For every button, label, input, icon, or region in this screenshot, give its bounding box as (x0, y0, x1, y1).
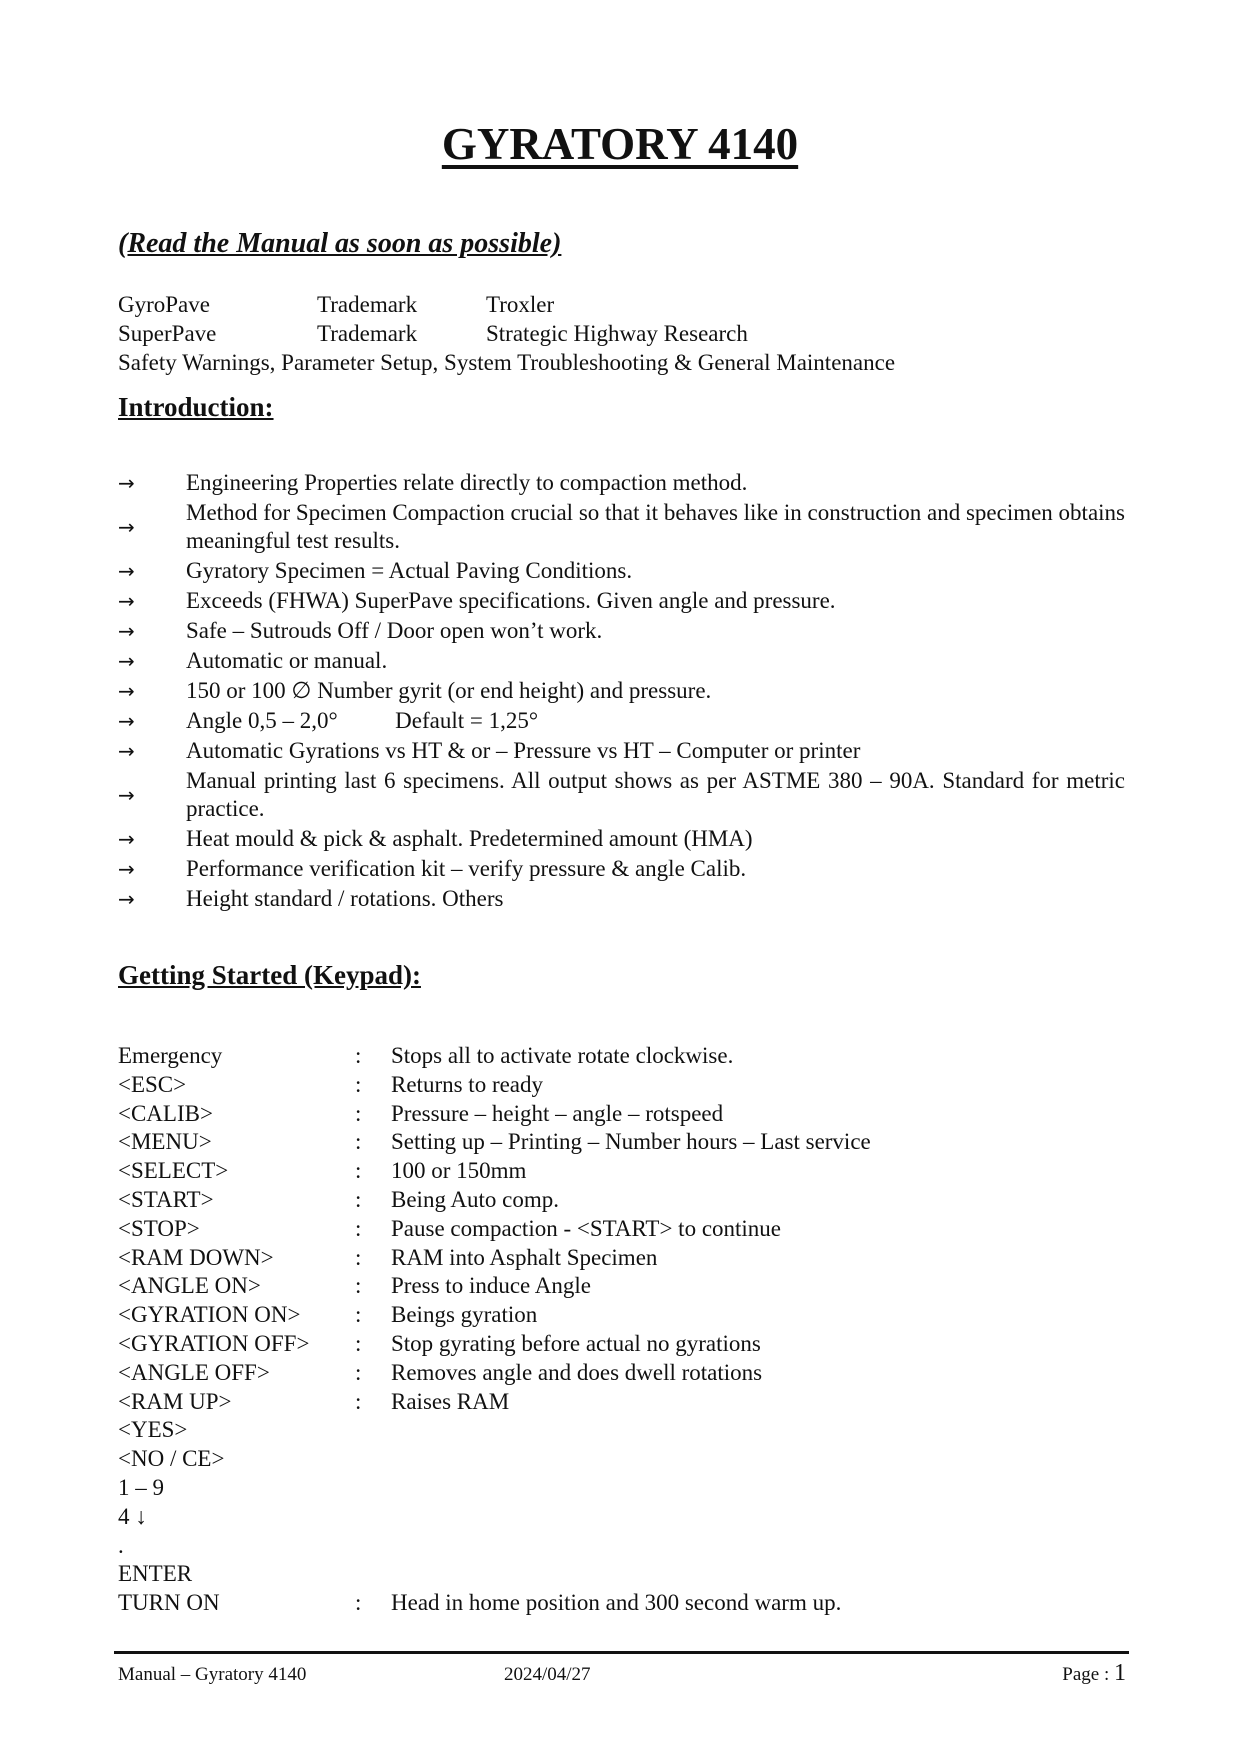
list-item (118, 557, 1125, 585)
key-name: <STOP> (118, 1215, 200, 1241)
arrow-right-icon: → (118, 619, 135, 643)
key-description (391, 1445, 1128, 1474)
table-row (118, 1589, 1128, 1618)
key-name: <MENU> (118, 1129, 212, 1155)
key-separator: : (355, 1186, 362, 1212)
key-description (391, 1503, 1128, 1532)
table-row (118, 1128, 1128, 1157)
key-separator: : (355, 1043, 362, 1068)
footer-page-number: 1 (1114, 1660, 1126, 1686)
list-item (118, 825, 1125, 853)
key-separator (355, 1560, 391, 1589)
key-separator (355, 1474, 391, 1503)
list-item (118, 885, 1125, 913)
table-row (118, 1157, 1128, 1186)
key-name: <GYRATION ON> (118, 1302, 301, 1328)
key-name: <YES> (118, 1417, 188, 1443)
document-title: GYRATORY 4140 (441, 119, 799, 169)
key-description: Pressure – height – angle – rotspeed (391, 1100, 724, 1126)
key-separator (355, 1532, 391, 1561)
arrow-right-icon: → (118, 709, 135, 733)
key-name: <RAM UP> (118, 1388, 232, 1414)
info-type: Trademark (317, 321, 418, 346)
table-row (118, 1186, 1128, 1215)
keypad-list (118, 1042, 1128, 1618)
list-item-text: Performance verification kit – verify pressure & angle Calib. (186, 856, 747, 881)
list-item (118, 469, 1125, 497)
list-item-text: Exceeds (FHWA) SuperPave specifications. Given angle and pressure. (186, 588, 836, 613)
key-name: 1 – 9 (118, 1474, 164, 1500)
table-row (118, 1474, 1128, 1503)
arrow-right-icon: → (118, 649, 135, 673)
footer-page (1062, 1660, 1126, 1687)
list-item (118, 767, 1125, 823)
key-name: 4 ↓ (118, 1503, 147, 1529)
list-item-text: Safe – Sutrouds Off / Door open won’t work. (186, 618, 603, 643)
list-item-text: 150 or 100 ∅ Number gyrit (or end height) and pressure. (186, 678, 712, 703)
key-description (391, 1560, 1128, 1589)
table-row (118, 1244, 1128, 1273)
table-row (118, 1272, 1128, 1301)
table-row (118, 1503, 1128, 1532)
key-separator: : (355, 1388, 362, 1414)
key-name: ENTER (118, 1561, 193, 1587)
info-row (118, 290, 1128, 319)
key-description: Press to induce Angle (391, 1273, 591, 1299)
table-row (118, 1359, 1128, 1388)
info-block (118, 290, 1128, 377)
table-row (118, 1301, 1128, 1330)
introduction-list (118, 469, 1125, 915)
document-subtitle: (Read the Manual as soon as possible) (118, 228, 562, 259)
key-description: RAM into Asphalt Specimen (391, 1244, 658, 1270)
footer-page-label: Page : (1062, 1664, 1114, 1685)
arrow-right-icon: → (118, 887, 135, 911)
key-description: 100 or 150mm (391, 1158, 527, 1184)
key-description: Beings gyration (391, 1302, 538, 1328)
key-name: <CALIB> (118, 1100, 213, 1126)
list-item-text: Method for Specimen Compaction crucial so that it behaves like in construction and specimen obtains meaningful test results. (186, 500, 1125, 553)
arrow-right-icon: → (118, 559, 135, 583)
info-topics: Safety Warnings, Parameter Setup, System Troubleshooting & General Maintenance (118, 350, 896, 375)
key-name: <START> (118, 1186, 214, 1212)
key-separator (355, 1445, 391, 1474)
info-type: Trademark (317, 292, 418, 317)
key-separator: : (355, 1273, 362, 1299)
key-description: Head in home position and 300 second warm up. (391, 1590, 842, 1616)
key-name: <ESC> (118, 1071, 187, 1097)
table-row (118, 1560, 1128, 1589)
list-item-text: Height standard / rotations. Others (186, 886, 504, 911)
key-separator: : (355, 1302, 362, 1328)
key-separator: : (355, 1158, 362, 1184)
key-separator: : (355, 1244, 362, 1270)
list-item (118, 647, 1125, 675)
key-separator: : (355, 1215, 362, 1241)
list-item (118, 617, 1125, 645)
key-description: Stops all to activate rotate clockwise. (391, 1043, 734, 1068)
key-name: <GYRATION OFF> (118, 1330, 310, 1356)
key-description: Pause compaction - <START> to continue (391, 1215, 782, 1241)
table-row (118, 1330, 1128, 1359)
key-description (391, 1532, 1128, 1561)
arrow-right-icon: → (118, 471, 135, 495)
key-separator (355, 1503, 391, 1532)
arrow-right-icon: → (118, 589, 135, 613)
key-description (391, 1474, 1128, 1503)
info-owner: Strategic Highway Research (486, 321, 748, 346)
table-row (118, 1071, 1128, 1100)
table-row (118, 1042, 1128, 1071)
table-row (118, 1445, 1128, 1474)
list-item (118, 499, 1125, 555)
key-name: <NO / CE> (118, 1446, 225, 1472)
key-name: . (118, 1532, 124, 1558)
list-item (118, 737, 1125, 765)
key-description (391, 1416, 1128, 1445)
key-name: <SELECT> (118, 1158, 229, 1184)
key-separator (355, 1416, 391, 1445)
key-description: Stop gyrating before actual no gyrations (391, 1330, 761, 1356)
list-item-text: Manual printing last 6 specimens. All output shows as per ASTME 380 – 90A. Standard for metric practice. (186, 768, 1125, 821)
list-item-text: Automatic or manual. (186, 648, 388, 673)
info-product: SuperPave (118, 321, 217, 346)
key-name: Emergency (118, 1043, 223, 1068)
key-name: TURN ON (118, 1590, 220, 1616)
table-row (118, 1532, 1128, 1561)
info-product: GyroPave (118, 292, 210, 317)
getting-started-heading: Getting Started (Keypad): (118, 960, 421, 990)
key-name: <RAM DOWN> (118, 1244, 274, 1270)
key-description: Being Auto comp. (391, 1186, 560, 1212)
list-item-text: Heat mould & pick & asphalt. Predetermined amount (HMA) (186, 826, 753, 851)
footer-doc-name: Manual – Gyratory 4140 (118, 1664, 307, 1685)
key-separator: : (355, 1359, 362, 1385)
list-item (118, 855, 1125, 883)
page-footer (118, 1660, 1126, 1690)
table-row (118, 1416, 1128, 1445)
list-item-text: Gyratory Specimen = Actual Paving Conditions. (186, 558, 633, 583)
arrow-right-icon: → (118, 857, 135, 881)
key-description: Raises RAM (391, 1388, 510, 1414)
key-description: Removes angle and does dwell rotations (391, 1359, 763, 1385)
key-name: <ANGLE ON> (118, 1273, 261, 1299)
arrow-right-icon: → (118, 739, 135, 763)
arrow-right-icon: → (118, 515, 135, 539)
footer-divider (114, 1651, 1129, 1654)
list-item (118, 677, 1125, 705)
list-item-text: Automatic Gyrations vs HT & or – Pressure vs HT – Computer or printer (186, 738, 861, 763)
info-row (118, 319, 1128, 348)
arrow-right-icon: → (118, 783, 135, 807)
key-separator: : (355, 1129, 362, 1155)
key-description: Returns to ready (391, 1071, 544, 1097)
table-row (118, 1215, 1128, 1244)
table-row (118, 1100, 1128, 1129)
key-separator: : (355, 1330, 362, 1356)
list-item (118, 587, 1125, 615)
key-name: <ANGLE OFF> (118, 1359, 270, 1385)
key-separator: : (355, 1071, 362, 1097)
introduction-heading: Introduction: (118, 392, 274, 422)
arrow-right-icon: → (118, 679, 135, 703)
info-owner: Troxler (486, 292, 555, 317)
list-item (118, 707, 1125, 735)
key-description: Setting up – Printing – Number hours – Last service (391, 1129, 871, 1155)
arrow-right-icon: → (118, 827, 135, 851)
key-separator: : (355, 1590, 362, 1616)
key-separator: : (355, 1100, 362, 1126)
footer-date: 2024/04/27 (504, 1664, 591, 1685)
table-row (118, 1388, 1128, 1417)
list-item-text: Angle 0,5 – 2,0° Default = 1,25° (186, 708, 539, 733)
list-item-text: Engineering Properties relate directly to compaction method. (186, 470, 748, 495)
